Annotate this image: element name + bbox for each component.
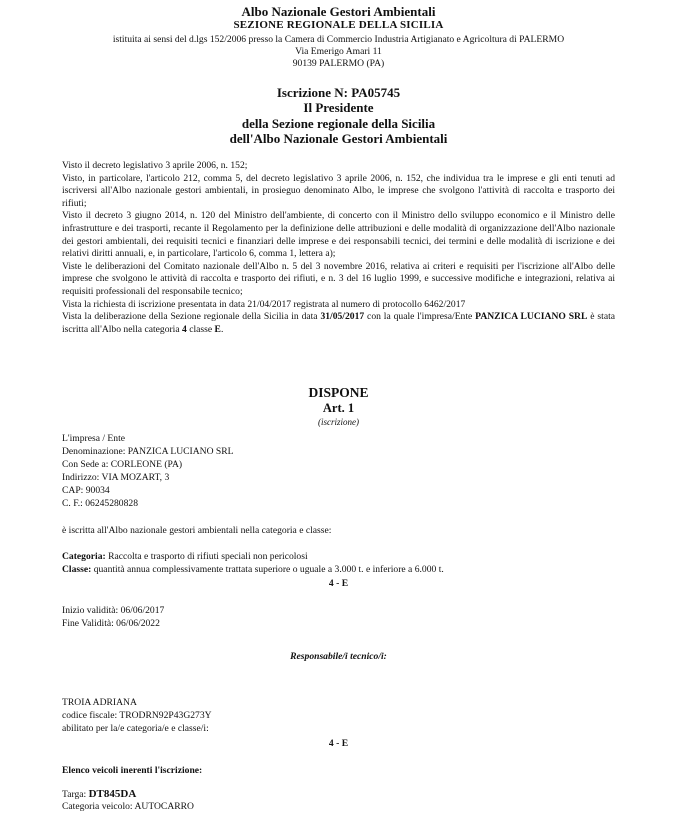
company-name-bold: PANZICA LUCIANO SRL (475, 311, 588, 323)
premise-1: Visto il decreto legislativo 3 aprile 2006, n. 152; (62, 160, 248, 171)
company-name: Denominazione: PANZICA LUCIANO SRL (62, 446, 234, 457)
plate-value: DT845DA (88, 788, 137, 800)
section-of-label: della Sezione regionale della Sicilia (241, 116, 436, 131)
company-cap: CAP: 90034 (62, 485, 110, 496)
validity-start: Inizio validità: 06/06/2017 (62, 605, 165, 616)
responsible-enabled-for: abilitato per la/e categoria/e e classe/i: (62, 723, 209, 734)
responsible-code: 4 - E (328, 738, 349, 749)
albo-title: Albo Nazionale Gestori Ambientali (241, 4, 436, 19)
address-line: Via Emerigo Amari 11 (295, 46, 382, 57)
premise-6: Vista la deliberazione della Sezione regionale della Sicilia in data 31/05/2017 con la quale l'impresa/Ente PANZICA LUCIANO SRL è stata iscritta all'Albo nella categoria 4 classe E. (62, 311, 616, 335)
vehicle-plate: Targa: DT845DA (62, 788, 137, 800)
premises-block (62, 160, 615, 336)
responsible-heading: Responsabile/i tecnico/i: (290, 651, 387, 662)
institution-line: istituita ai sensi del d.lgs 152/2006 presso la Camera di Commercio Industria Artigianato e Agricoltura di PALERMO (112, 34, 565, 45)
company-cf: C. F.: 06245280828 (62, 498, 138, 509)
city-line: 90139 PALERMO (PA) (292, 58, 385, 69)
vehicles-heading: Elenco veicoli inerenti l'iscrizione: (62, 765, 203, 776)
president-label: Il Presidente (303, 100, 374, 115)
category-line: Categoria: Raccolta e trasporto di rifiuti speciali non pericolosi (62, 551, 308, 562)
premise-3: Visto il decreto 3 giugno 2014, n. 120 del Ministro dell'ambiente, di concerto con il Ministro dello sviluppo economico e il Ministro delle infrastrutture e dei trasporti, recante il Regolamento per la definizione delle attribuzioni e delle modalità di organizzazione dell'Albo nazionale dei gestori ambientali, dei requisiti tecnici e finanziari delle imprese e dei responsabili tecnici, dei termini e delle modalità di iscrizione e dei relativi diritti annuali, e, in particolare, l'articolo 6, comma 1, lettera a); (62, 210, 615, 260)
deliberation-date: 31/05/2017 (320, 311, 365, 323)
class-line: Classe: quantità annua complessivamente trattata superiore o uguale a 3.000 t. e inferiore a 6.000 t. (62, 564, 444, 575)
albo-of-label: dell'Albo Nazionale Gestori Ambientali (229, 131, 448, 146)
category-class-code: 4 - E (328, 578, 349, 589)
article-subtitle: (iscrizione) (318, 417, 359, 427)
article-heading: Art. 1 (322, 401, 355, 415)
section-title: SEZIONE REGIONALE DELLA SICILIA (233, 19, 444, 31)
responsible-name: TROIA ADRIANA (62, 697, 137, 708)
company-seat: Con Sede a: CORLEONE (PA) (62, 459, 183, 470)
enrolled-text: è iscritta all'Albo nazionale gestori ambientali nella categoria e classe: (62, 525, 332, 536)
dispone-heading: DISPONE (308, 385, 369, 400)
premise-5: Vista la richiesta di iscrizione presentata in data 21/04/2017 registrata al numero di protocollo 6462/2017 (62, 298, 466, 310)
registration-number: Iscrizione N: PA05745 (276, 85, 401, 100)
responsible-fiscal-code: codice fiscale: TRODRN92P43G273Y (62, 710, 212, 721)
company-type: L'impresa / Ente (62, 433, 126, 444)
validity-end: Fine Validità: 06/06/2022 (62, 618, 160, 629)
premise-4: Viste le deliberazioni del Comitato nazionale dell'Albo n. 5 del 3 novembre 2016, relativa ai criteri e requisiti per l'iscrizione all'Albo delle imprese che svolgono le attività di raccolta e trasporto dei rifiuti, e n. 3 del 16 luglio 1999, e successive modifiche e integrazioni, relativa ai requisiti professionali del responsabile tecnico; (62, 260, 615, 297)
vehicle-category: Categoria veicolo: AUTOCARRO (62, 801, 194, 812)
premise-2: Visto, in particolare, l'articolo 212, comma 5, del decreto legislativo 3 aprile 2006, n. 152, che individua tra le imprese e gli enti tenuti ad iscriversi all'Albo nazionale gestori ambientali, in prosieguo denominato Albo, le imprese che svolgono l'attività di raccolta e trasporto dei rifiuti; (62, 172, 615, 209)
company-address: Indirizzo: VIA MOZART, 3 (62, 472, 170, 483)
